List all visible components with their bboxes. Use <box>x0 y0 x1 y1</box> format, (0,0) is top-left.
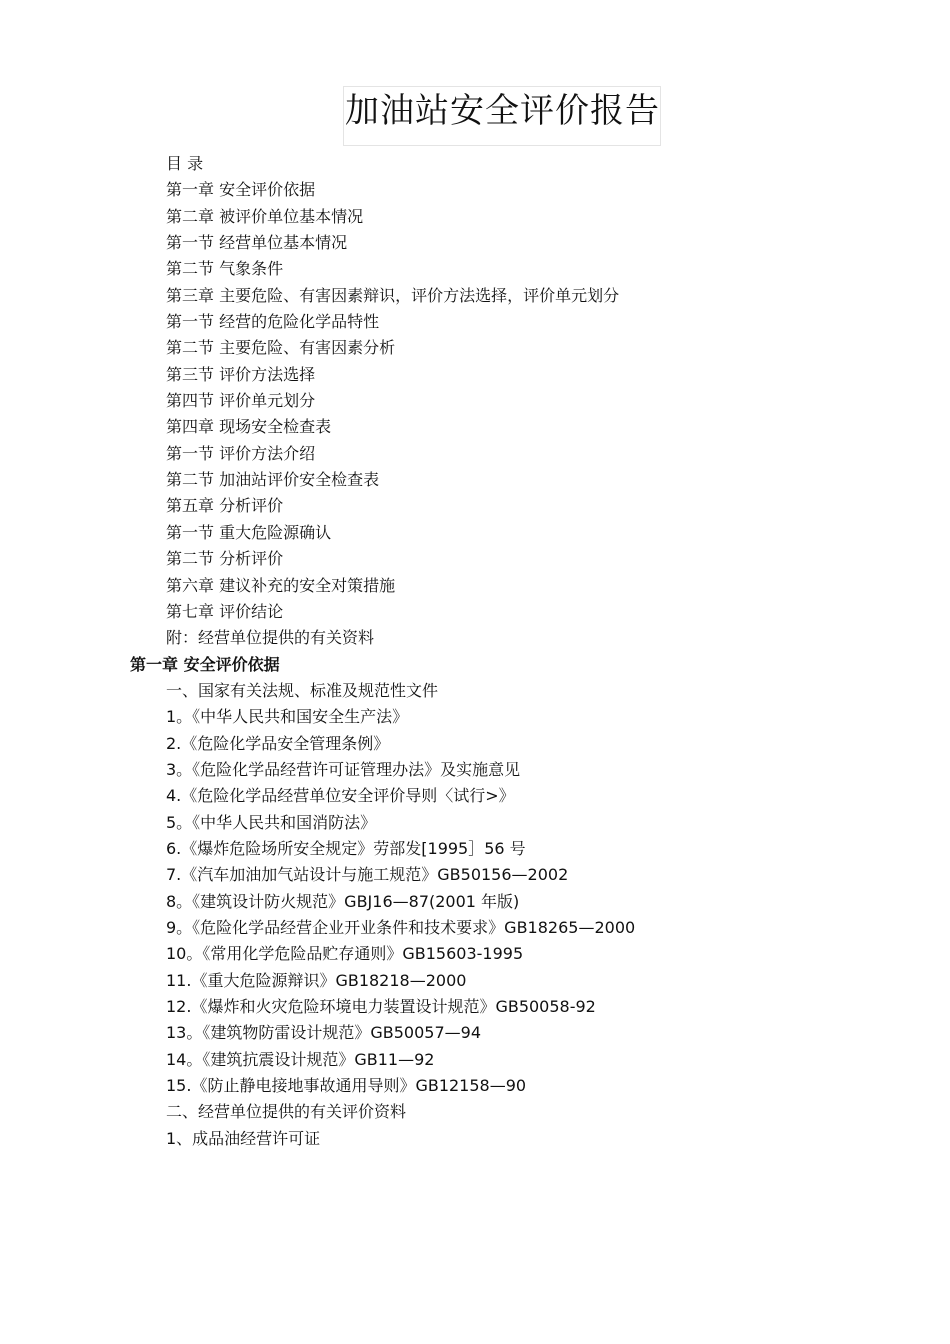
text-line: 第四节 评价单元划分 <box>166 391 316 411</box>
text-line: 13。《建筑物防雷设计规范》GB50057—94 <box>166 1023 481 1043</box>
text-line: 3。《危险化学品经营许可证管理办法》及实施意见 <box>166 759 521 779</box>
text-line: 目 录 <box>166 154 204 173</box>
text-line: 附：经营单位提供的有关资料 <box>166 628 375 648</box>
text-line: 二、经营单位提供的有关评价资料 <box>166 1102 407 1122</box>
text-line: 第二节 主要危险、有害因素分析 <box>166 338 396 358</box>
text-line: 第五章 分析评价 <box>166 496 284 516</box>
text-line: 2.《危险化学品安全管理条例》 <box>166 733 390 753</box>
document-body <box>0 151 950 1152</box>
document-title: 加油站安全评价报告 <box>345 91 660 131</box>
text-line: 第一节 评价方法介绍 <box>166 443 316 463</box>
text-line: 11.《重大危险源辩识》GB18218—2000 <box>166 970 467 990</box>
text-line: 15.《防止静电接地事故通用导则》GB12158—90 <box>166 1076 527 1096</box>
text-line: 第一节 重大危险源确认 <box>166 522 332 542</box>
text-line: 6.《爆炸危险场所安全规定》劳部发[1995］56 号 <box>166 838 526 858</box>
text-line: 5。《中华人民共和国消防法》 <box>166 812 377 832</box>
text-line: 第一节 经营的危险化学品特性 <box>166 312 380 332</box>
text-line: 第六章 建议补充的安全对策措施 <box>166 575 396 595</box>
text-line: 一、国家有关法规、标准及规范性文件 <box>166 680 439 700</box>
text-line: 12.《爆炸和火灾危险环境电力装置设计规范》GB50058-92 <box>166 997 596 1016</box>
text-line: 10。《常用化学危险品贮存通则》GB15603-1995 <box>166 944 524 964</box>
text-line: 第三章 主要危险、有害因素辩识，评价方法选择，评价单元划分 <box>166 285 620 305</box>
text-line: 9。《危险化学品经营企业开业条件和技术要求》GB18265—2000 <box>166 917 636 937</box>
text-line: 第二节 加油站评价安全检查表 <box>166 470 380 490</box>
text-line: 7.《汽车加油加气站设计与施工规范》GB50156—2002 <box>166 865 569 885</box>
text-line: 第一章 安全评价依据 <box>166 180 316 200</box>
text-line: 第一节 经营单位基本情况 <box>166 233 348 253</box>
text-line: 14。《建筑抗震设计规范》GB11—92 <box>166 1049 435 1069</box>
text-line: 第三节 评价方法选择 <box>166 364 316 384</box>
text-line: 第二章 被评价单位基本情况 <box>166 206 364 226</box>
text-line: 1、成品油经营许可证 <box>166 1128 321 1148</box>
text-line: 4.《危险化学品经营单位安全评价导则〈试行>》 <box>166 786 515 806</box>
text-line: 第二节 气象条件 <box>166 259 284 279</box>
text-line: 第二节 分析评价 <box>166 549 284 569</box>
text-line: 1。《中华人民共和国安全生产法》 <box>166 707 409 727</box>
section-heading: 第一章 安全评价依据 <box>130 654 280 674</box>
text-line: 第七章 评价结论 <box>166 601 284 621</box>
text-line: 第四章 现场安全检查表 <box>166 417 332 437</box>
text-line: 8。《建筑设计防火规范》GBJ16—87(2001 年版) <box>166 891 520 911</box>
